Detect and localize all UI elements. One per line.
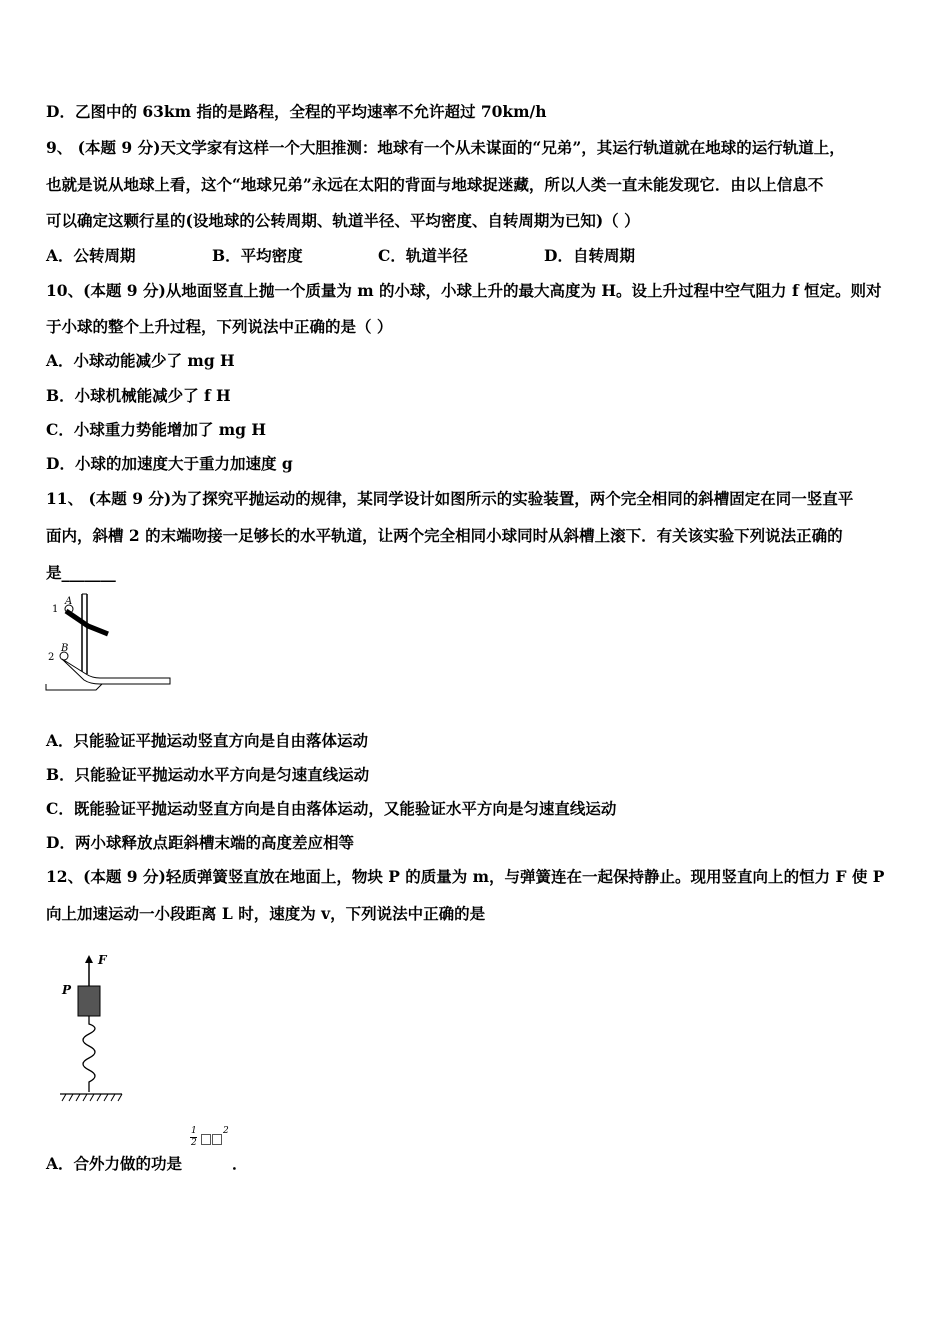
formula-square: 2 — [223, 1126, 229, 1136]
q11-stem-line3: 是_______ — [46, 563, 116, 582]
q11-option-b: B．只能验证平抛运动水平方向是匀速直线运动 — [46, 765, 370, 784]
formula-numerator: 1 — [191, 1126, 197, 1136]
q10-option-a: A．小球动能减少了 mg H — [46, 351, 235, 370]
q9-stem-line2: 也就是说从地球上看，这个“地球兄弟”永远在太阳的背面与地球捉迷藏，所以人类一直未能发现它．由以上信息不 — [46, 175, 824, 194]
q9-option-a: A．公转周期 — [46, 246, 136, 265]
spring-block-figure — [56, 952, 130, 1104]
ball-a-label: A — [65, 596, 73, 607]
q11-option-a: A．只能验证平抛运动竖直方向是自由落体运动 — [46, 731, 369, 750]
q10-option-d: D．小球的加速度大于重力加速度 g — [46, 454, 293, 473]
q12-option-a-end: ． — [232, 1154, 248, 1173]
q11-option-c: C．既能验证平抛运动竖直方向是自由落体运动，又能验证水平方向是匀速直线运动 — [46, 799, 617, 818]
work-formula-image — [190, 1126, 238, 1162]
q9-option-c: C．轨道半径 — [378, 246, 468, 265]
q9-option-d: D．自转周期 — [544, 246, 635, 265]
chute-1-label: 1 — [52, 604, 59, 615]
q11-option-d: D．两小球释放点距斜槽末端的高度差应相等 — [46, 833, 354, 852]
q12-option-a — [46, 1154, 182, 1174]
q9-option-b: B．平均密度 — [212, 246, 303, 265]
chute-2-label: 2 — [48, 652, 55, 663]
q10-stem-line2: 于小球的整个上升过程，下列说法中正确的是（ ） — [46, 317, 393, 336]
q11-stem-line2: 面内，斜槽 2 的末端吻接一足够长的水平轨道，让两个完全相同小球同时从斜槽上滚下．有关该实验下列说法正确的 — [46, 526, 843, 545]
q9-stem-line3: 可以确定这颗行星的(设地球的公转周期、轨道半径、平均密度、自转周期为已知)（ ） — [46, 211, 640, 230]
q12-option-a-text: A．合外力做的功是 — [46, 1154, 183, 1173]
q9-stem-line1: 9、 (本题 9 分)天文学家有这样一个大胆推测：地球有一个从未谋面的“兄弟”，其运行轨道就在地球的运行轨道上， — [46, 138, 845, 157]
q12-stem-line1: 12、(本题 9 分)轻质弹簧竖直放在地面上，物块 P 的质量为 m，与弹簧连在一起保持静止。现用竖直向上的恒力 F 使 P — [46, 867, 885, 886]
force-f-label: F — [98, 953, 107, 967]
ball-b-label: B — [61, 643, 69, 654]
q10-option-c: C．小球重力势能增加了 mg H — [46, 420, 267, 439]
q9-options — [46, 246, 635, 266]
q8-option-d: D．乙图中的 63km 指的是路程，全程的平均速率不允许超过 70km/h — [46, 102, 547, 121]
q10-stem-line1: 10、(本题 9 分)从地面竖直上抛一个质量为 m 的小球，小球上升的最大高度为 H。设上升过程中空气阻力 f 恒定。则对 — [46, 281, 882, 300]
formula-denominator: 2 — [191, 1138, 197, 1148]
q12-stem-line2: 向上加速运动一小段距离 L 时，速度为 v，下列说法中正确的是 — [46, 904, 486, 923]
q10-option-b: B．小球机械能减少了 f H — [46, 386, 231, 405]
q11-stem-line1: 11、 (本题 9 分)为了探究平抛运动的规律，某同学设计如图所示的实验装置，两个完全相同的斜槽固定在同一竖直平 — [46, 489, 854, 508]
block-p-label: P — [62, 983, 72, 997]
chute-apparatus-figure — [44, 592, 179, 698]
